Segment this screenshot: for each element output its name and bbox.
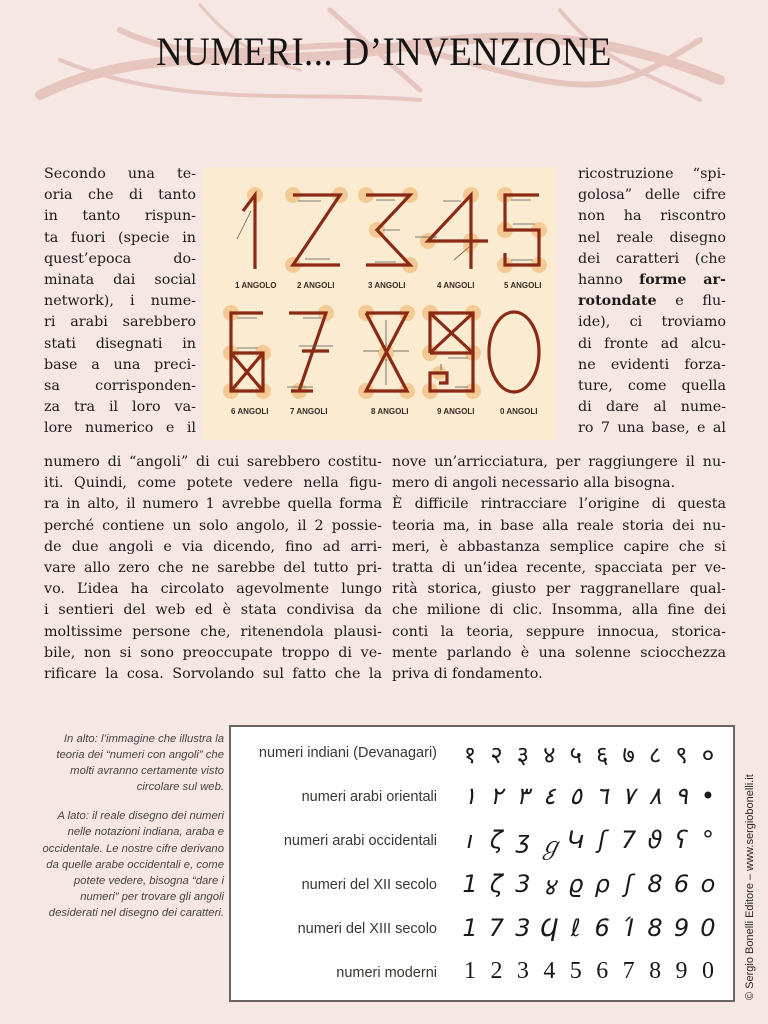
row-label: numeri del XIII secolo (297, 921, 437, 937)
angles-numbers-figure (203, 167, 556, 440)
glyph: o (700, 870, 716, 898)
glyph: 7 (622, 958, 635, 984)
text-line (578, 291, 726, 312)
caption-side: A lato: il reale disegno dei numeri nelle notazioni indiana, araba e occidentale. Le nostre cifre derivano da quelle arabe occidentali e, come potete vedere, bisogna “dare i numeri” per trovare gli angoli desiderati nel disegno dei caratteri. (42, 810, 224, 919)
text-line: lore numerico e il (44, 420, 196, 437)
text-line: bile, non si sono preoccupate troppo di ve- (44, 644, 382, 661)
glyph: ४ (543, 741, 556, 769)
row-glyphs (459, 870, 719, 903)
text-line: base a una preci- (44, 356, 196, 373)
glyph: 0 (701, 958, 714, 984)
text-line: oria che di tanto (44, 187, 196, 204)
glyph: 3 (515, 914, 531, 942)
text-line: di dare al nume- (578, 399, 726, 416)
figure-label: 3 ANGOLI (368, 281, 406, 290)
text-line: priva di fondamento. (392, 666, 543, 683)
glyph: 9 (673, 914, 690, 942)
caption-top: In alto: l’immagine che illustra la teoria dei “numeri con angoli” che molti avranno certamente visto circolare sul web. (56, 733, 224, 794)
glyph: ٦ (595, 782, 609, 810)
glyph: ٩ (675, 782, 688, 810)
glyph: 1 (464, 958, 476, 984)
table-row (231, 867, 733, 907)
text-line: che milione di clic. Insomma, alla fine dei (392, 602, 726, 619)
glyph: ϱ (568, 870, 584, 898)
table-row (231, 735, 733, 775)
numeral-comparison-table (229, 725, 735, 1002)
glyph: ५ (569, 741, 582, 769)
text-line: rità storica, giusto per raggranellare qual- (392, 581, 726, 598)
figure-label: 4 ANGOLI (437, 281, 475, 290)
text-line: i sentieri del web ed è stata condivisa da (44, 602, 382, 619)
text-line: non ha riscontro (578, 208, 726, 225)
glyph: 1 (462, 870, 478, 898)
glyph: ρ (594, 870, 610, 898)
text-line: mente parlando è una solenne sciocchezza (392, 644, 726, 661)
glyph: 7 (488, 914, 505, 942)
text-line: Secondo una te- (44, 166, 196, 182)
glyph: 8 (647, 914, 663, 942)
glyph: ٢ (489, 782, 503, 810)
glyph: ١ (463, 782, 477, 810)
figure-label: 8 ANGOLI (371, 407, 409, 416)
text-line: rificare la cosa. Sorvolando sul fatto che la (44, 666, 382, 683)
row-label: numeri arabi occidentali (283, 833, 437, 849)
text-line: dei caratteri (che (578, 250, 726, 267)
row-glyphs (459, 826, 719, 861)
text-line: È difficile rintracciare l’origine di questa (392, 496, 726, 513)
glyph: ४ (543, 873, 556, 901)
glyph: ı (466, 826, 474, 854)
page-title: NUMERI... D’INVENZIONE (156, 29, 612, 74)
article-column-left-bottom (44, 452, 382, 685)
glyph: ٥ (569, 782, 583, 810)
angle-digits-illustration (203, 167, 556, 440)
glyph: 9 (675, 958, 688, 984)
text-line: moltissime persone che, ritenendola plausi- (44, 623, 382, 640)
article-column-right-top (578, 164, 726, 440)
text-line: nove un’arricciatura, per raggiungere il nu- (392, 454, 726, 470)
glyph: ६ (595, 741, 609, 769)
table-row (231, 823, 733, 863)
glyph: ʃ (624, 870, 633, 898)
text-line: ne evidenti forza- (578, 356, 726, 373)
text-line (578, 270, 726, 291)
text-line: tratta di un’idea recente, spacciata per ve- (392, 560, 726, 577)
glyph: 1 (462, 914, 478, 942)
row-glyphs (459, 782, 719, 810)
text-line: numero di “angoli” di cui sarebbero costitu- (44, 454, 382, 470)
text-line: quest’epoca do- (44, 250, 196, 267)
bold-phrase: forme ar- (639, 272, 726, 289)
glyph: ३ (516, 741, 530, 769)
text-line: za tra il loro va- (44, 399, 196, 416)
glyph: 3 (516, 958, 529, 984)
copyright-notice: © Sergio Bonelli Editore – www.sergiobonelli.it (744, 774, 756, 1000)
text-line: iti. Quindi, come potete vedere nella figu- (44, 475, 382, 492)
glyph: ८ (648, 741, 662, 769)
text-line: vo. L’idea ha circolato agevolmente lungo (44, 581, 382, 598)
figure-label: 2 ANGOLI (297, 281, 335, 290)
figure-label: 0 ANGOLI (500, 407, 538, 416)
figure-label: 6 ANGOLI (231, 407, 269, 416)
glyph: 0 (700, 914, 716, 942)
text-line: di fronte ad alcu- (578, 335, 726, 352)
glyph: ٨ (648, 782, 662, 810)
row-glyphs (459, 958, 719, 985)
glyph: ϑ (647, 826, 663, 854)
text-line: stati disegnati in (44, 335, 196, 352)
row-glyphs (459, 914, 719, 942)
glyph: ٧ (622, 782, 636, 810)
figure-label: 7 ANGOLI (290, 407, 328, 416)
glyph: Ί (623, 914, 634, 942)
row-label: numeri moderni (336, 965, 437, 981)
glyph: Ϥ (540, 914, 559, 942)
text-line: conti la teoria, seppure innocua, storica- (392, 623, 726, 640)
glyph: 6 (594, 914, 610, 942)
glyph: 3 (515, 870, 531, 898)
glyph: ζ (489, 826, 503, 854)
text-line: mero di angoli necessario alla bisogna. (392, 475, 676, 492)
glyph: 4 (543, 958, 556, 984)
article-column-left-top (44, 164, 196, 440)
glyph: 6 (596, 958, 609, 984)
text-line: ra in alto, il numero 1 avrebbe quella forma (44, 496, 382, 513)
glyph: ℓ (570, 914, 581, 942)
text-line: ture, come quella (578, 378, 726, 395)
glyph: 2 (490, 958, 503, 984)
glyph: ° (701, 826, 714, 854)
glyph: 6 (673, 870, 690, 898)
text-line: ricostruzione “spi- (578, 166, 726, 182)
text-line: ide), ci troviamo (578, 314, 726, 331)
figure-label: 5 ANGOLI (504, 281, 542, 290)
text-line: minata dai social (44, 272, 196, 289)
article-column-right-bottom (392, 452, 726, 685)
glyph: ७ (622, 741, 635, 769)
glyph: ʒ (515, 826, 530, 854)
glyph: १ (463, 741, 477, 769)
glyph: ζ (489, 870, 503, 898)
text-line: golosa” delle cifre (578, 187, 726, 204)
glyph: ९ (675, 741, 688, 769)
text-line: de due angoli e via dicendo, fino ad arri- (44, 538, 382, 555)
glyph: • (700, 782, 716, 810)
text-fragment: e flu- (656, 293, 726, 310)
bold-phrase: rotondate (578, 293, 657, 310)
glyph: ʃ (598, 826, 607, 854)
glyph: ʕ (675, 826, 688, 854)
table-row (231, 911, 733, 951)
figure-label: 1 ANGOLO (235, 281, 277, 290)
text-line: teoria ma, in base alla reale storia dei nu- (392, 517, 726, 534)
text-line: perché contiene un solo angolo, il 2 possie- (44, 517, 382, 534)
glyph: ० (701, 741, 715, 769)
glyph: ℊ (538, 832, 563, 860)
row-label: numeri del XII secolo (301, 877, 437, 893)
text-line: ta fuori (specie in (44, 229, 196, 246)
text-line: sa corrisponden- (44, 378, 196, 395)
table-row (231, 955, 733, 995)
glyph: २ (490, 741, 503, 769)
glyph: ٣ (516, 782, 530, 810)
glyph: 7 (620, 826, 637, 854)
glyph: 8 (649, 958, 662, 984)
glyph: Կ (566, 826, 585, 854)
glyph: 8 (647, 870, 663, 898)
text-line: network), i nume- (44, 293, 196, 310)
text-line: vare allo zero che ne sarebbe del tutto pri- (44, 560, 382, 577)
text-line: ro 7 una base, e al (578, 420, 726, 437)
text-line: meri, è abbastanza semplice capire che si (392, 538, 726, 555)
text-fragment: hanno (578, 272, 640, 289)
row-label: numeri indiani (Devanagari) (258, 745, 437, 761)
text-line: in tanto rispun- (44, 208, 196, 225)
table-row (231, 779, 733, 819)
text-line: ri arabi sarebbero (44, 314, 196, 331)
row-label: numeri arabi orientali (301, 789, 437, 805)
text-line: nel reale disegno (578, 229, 726, 246)
row-glyphs (459, 738, 719, 771)
glyph: 5 (569, 958, 582, 984)
figure-label: 9 ANGOLI (437, 407, 475, 416)
figure-caption (40, 731, 224, 934)
glyph: ٤ (542, 782, 556, 810)
